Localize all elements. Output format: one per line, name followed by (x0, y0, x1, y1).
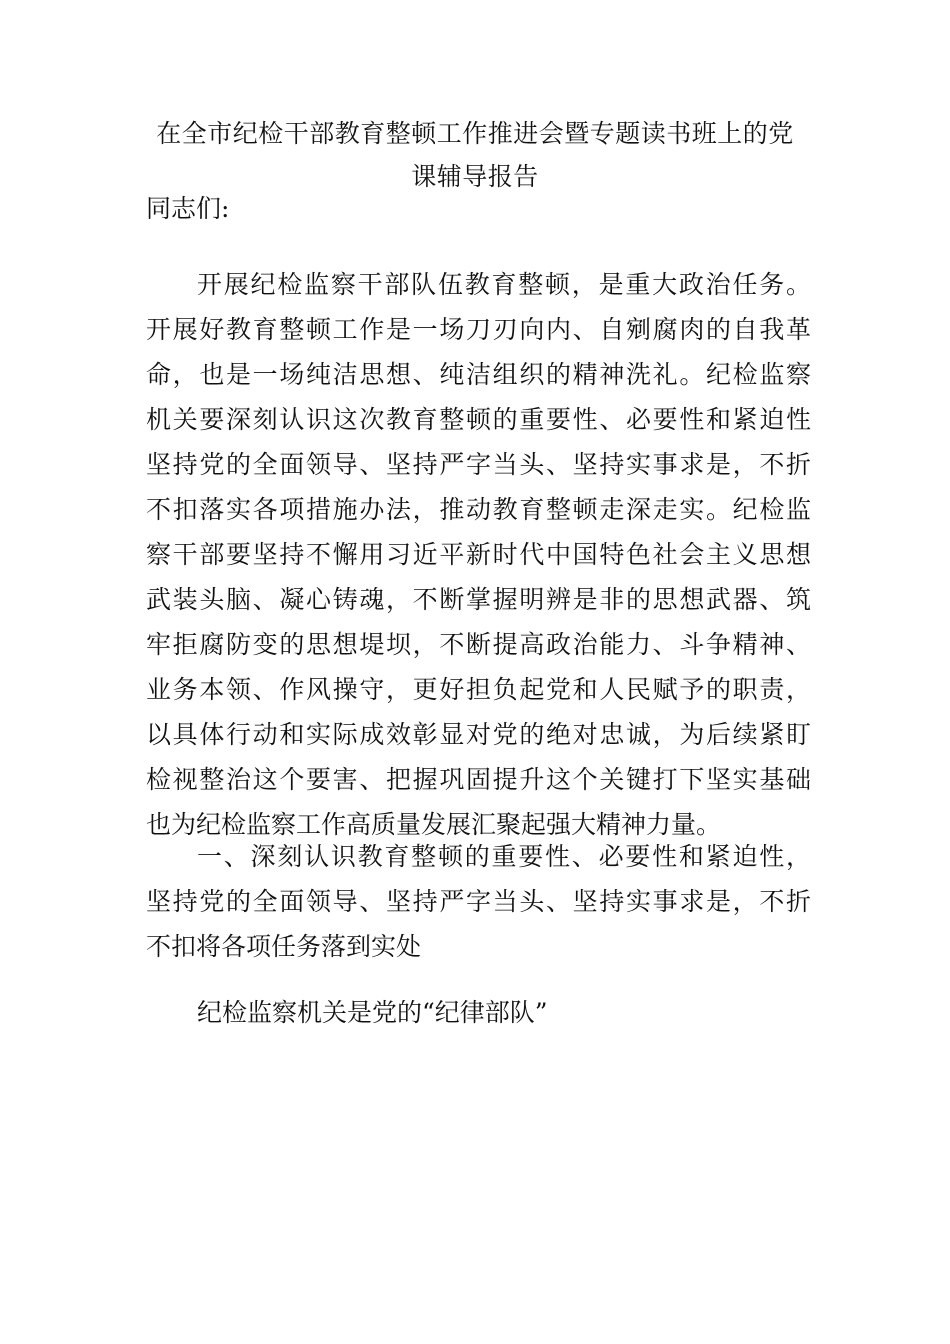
paragraph-line: 坚持党的全面领导、坚持严字当头、坚持实事求是，不折 (146, 887, 811, 916)
paragraph-line: 牢拒腐防变的思想堤坝，不断提高政治能力、斗争精神、 (146, 630, 811, 659)
paragraph-line: 一、深刻认识教育整顿的重要性、必要性和紧迫性， (197, 842, 811, 871)
paragraph-section-one-body (146, 990, 811, 1035)
paragraph-line: 武装头脑、凝心铸魂，不断掌握明辨是非的思想武器、筑 (146, 585, 811, 614)
title-line: 课辅导报告 (411, 162, 539, 191)
paragraph-line: 开展好教育整顿工作是一场刀刃向内、自剜腐肉的自我革 (146, 315, 811, 344)
paragraph-line: 也为纪检监察工作高质量发展汇聚起强大精神力量。 (146, 810, 722, 839)
paragraph-line: 开展纪检监察干部队伍教育整顿，是重大政治任务。 (197, 270, 811, 299)
paragraph-line: 不扣落实各项措施办法，推动教育整顿走深走实。纪检监 (146, 495, 811, 524)
paragraph-line: 检视整治这个要害、把握巩固提升这个关键打下坚实基础 (146, 765, 811, 794)
paragraph-line: 机关要深刻认识这次教育整顿的重要性、必要性和紧迫性 (146, 405, 811, 434)
paragraph-line: 纪检监察机关是党的“纪律部队” (197, 998, 548, 1027)
salutation: 同志们: (146, 194, 230, 223)
paragraph-line: 以具体行动和实际成效彰显对党的绝对忠诚，为后续紧盯 (146, 720, 811, 749)
paragraph-line: 察干部要坚持不懈用习近平新时代中国特色社会主义思想 (146, 540, 811, 569)
document-title (140, 112, 810, 198)
paragraph-line: 命，也是一场纯洁思想、纯洁组织的精神洗礼。纪检监察 (146, 360, 811, 389)
title-line: 在全市纪检干部教育整顿工作推进会暨专题读书班上的党 (156, 119, 794, 148)
paragraph-intro (146, 262, 811, 847)
paragraph-section-one-heading (146, 834, 811, 969)
paragraph-line: 坚持党的全面领导、坚持严字当头、坚持实事求是，不折 (146, 450, 811, 479)
paragraph-line: 业务本领、作风操守，更好担负起党和人民赋予的职责， (146, 675, 811, 704)
paragraph-line: 不扣将各项任务落到实处 (146, 932, 422, 961)
